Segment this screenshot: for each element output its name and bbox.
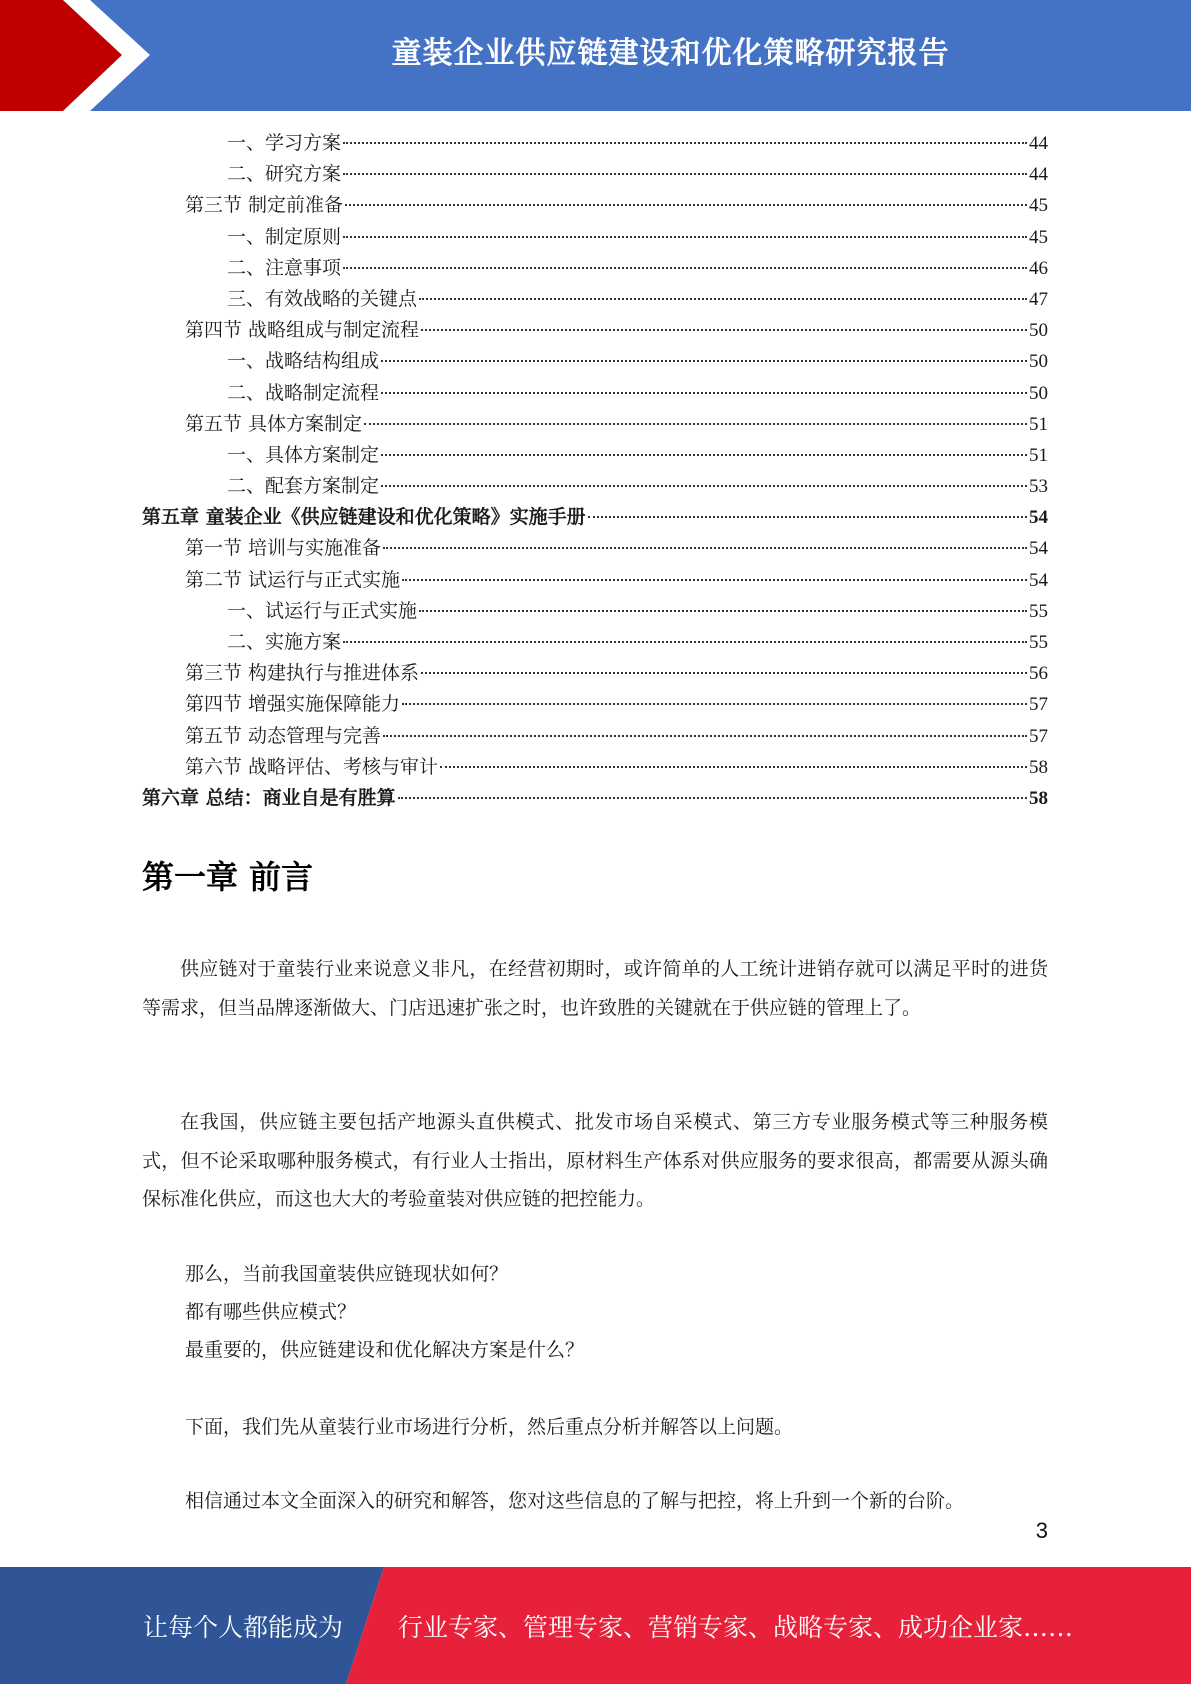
toc-dot-leader (343, 142, 1027, 144)
toc-entry-page: 50 (1029, 320, 1048, 342)
toc-entry-label: 第一节 培训与实施准备 (185, 537, 382, 560)
toc-entry-page: 50 (1029, 382, 1048, 404)
toc-entry-label: 一、战略结构组成 (227, 350, 380, 373)
toc-entry-page: 46 (1029, 257, 1048, 279)
toc-entry-label: 一、试运行与正式实施 (227, 599, 418, 622)
toc-entry[interactable] (142, 190, 1048, 221)
page-number: 3 (1035, 1518, 1048, 1543)
toc-entry-page: 54 (1029, 507, 1048, 529)
toc-entry-page: 58 (1029, 756, 1048, 778)
toc-entry-label: 一、制定原则 (227, 225, 342, 248)
toc-dot-leader (364, 423, 1027, 425)
toc-entry-label: 第五节 动态管理与完善 (185, 724, 382, 747)
toc-entry[interactable] (142, 284, 1048, 315)
toc-dot-leader (343, 173, 1027, 175)
toc-entry-label: 一、具体方案制定 (227, 443, 380, 466)
toc-entry[interactable] (142, 689, 1048, 720)
toc-dot-leader (588, 516, 1027, 518)
toc-entry-page: 58 (1029, 787, 1048, 809)
toc-entry-page: 47 (1029, 288, 1048, 310)
paragraph-1: 供应链对于童装行业来说意义非凡，在经营初期时，或许简单的人工统计进销存就可以满足平时的进货等需求，但当品牌逐渐做大、门店迅速扩张之时，也许致胜的关键就在于供应链的管理上了。 (142, 958, 1048, 1019)
toc-entry-label: 二、注意事项 (227, 256, 342, 279)
toc-entry-page: 50 (1029, 351, 1048, 373)
toc-entry-page: 57 (1029, 694, 1048, 716)
page-footer (0, 1567, 1191, 1684)
toc-dot-leader (419, 298, 1027, 300)
toc-entry-page: 51 (1029, 413, 1048, 435)
toc-entry-page: 53 (1029, 476, 1048, 498)
toc-entry-label: 第六章 总结：商业自是有胜算 (142, 786, 396, 809)
toc-dot-leader (440, 766, 1027, 768)
toc-dot-leader (345, 204, 1027, 206)
toc-dot-leader (402, 579, 1027, 581)
toc-entry[interactable] (142, 409, 1048, 440)
toc-entry[interactable] (142, 658, 1048, 689)
footer-slogan-left: 让每个人都能成为 (143, 1612, 344, 1642)
header-title: 童装企业供应链建设和优化策略研究报告 (391, 36, 950, 71)
toc-entry-label: 第六节 战略评估、考核与审计 (185, 755, 439, 778)
toc-dot-leader (343, 267, 1027, 269)
toc-entry[interactable] (142, 752, 1048, 783)
toc-entry[interactable] (142, 596, 1048, 627)
toc-entry[interactable] (142, 721, 1048, 752)
paragraph-3: 下面，我们先从童装行业市场进行分析，然后重点分析并解答以上问题。 (185, 1416, 794, 1438)
toc-entry[interactable] (142, 471, 1048, 502)
toc-entry[interactable] (142, 533, 1048, 564)
toc-entry-page: 44 (1029, 164, 1048, 186)
toc-dot-leader (402, 703, 1027, 705)
toc-entry-label: 第五章 童装企业《供应链建设和优化策略》实施手册 (142, 506, 586, 529)
toc-entry-page: 55 (1029, 632, 1048, 653)
toc-entry[interactable] (142, 565, 1048, 596)
toc-entry-label: 三、有效战略的关键点 (227, 287, 418, 310)
toc-entry-page: 45 (1029, 195, 1048, 217)
toc-entry[interactable] (142, 783, 1048, 814)
toc-entry-page: 54 (1029, 538, 1048, 560)
toc-entry-page: 56 (1029, 663, 1048, 685)
table-of-contents (142, 128, 1048, 814)
toc-entry-page: 55 (1029, 600, 1048, 622)
toc-entry-label: 二、研究方案 (227, 163, 342, 186)
toc-entry-page: 54 (1029, 569, 1048, 591)
toc-entry-label: 二、配套方案制定 (227, 475, 380, 498)
paragraph-2: 在我国，供应链主要包括产地源头直供模式、批发市场自采模式、第三方专业服务模式等三种服务模式，但不论采取哪种服务模式，有行业人士指出，原材料生产体系对供应服务的要求很高，都需要从源头确保标准化供应，而这也大大的考验童装对供应链的把控能力。 (142, 1111, 1048, 1210)
toc-dot-leader (421, 672, 1027, 674)
toc-entry-label: 二、实施方案 (227, 631, 342, 653)
toc-entry[interactable] (142, 440, 1048, 471)
page-header (0, 0, 1191, 111)
toc-dot-leader (383, 547, 1027, 549)
question-3: 最重要的，供应链建设和优化解决方案是什么？ (185, 1339, 585, 1361)
paragraph-4: 相信通过本文全面深入的研究和解答，您对这些信息的了解与把控，将上升到一个新的台阶。 (185, 1490, 965, 1512)
toc-dot-leader (343, 236, 1027, 238)
toc-entry[interactable] (142, 315, 1048, 346)
toc-entry[interactable] (142, 378, 1048, 409)
toc-entry-label: 第三节 构建执行与推进体系 (185, 662, 420, 685)
toc-entry[interactable] (142, 128, 1048, 159)
toc-dot-leader (383, 735, 1027, 737)
toc-dot-leader (381, 485, 1027, 487)
toc-entry[interactable] (142, 627, 1048, 658)
toc-entry-label: 第二节 试运行与正式实施 (185, 568, 401, 591)
question-2: 都有哪些供应模式？ (185, 1301, 357, 1323)
toc-entry-label: 第四节 战略组成与制定流程 (185, 319, 420, 342)
toc-entry-page: 57 (1029, 725, 1048, 747)
toc-entry[interactable] (142, 502, 1048, 533)
toc-dot-leader (419, 610, 1027, 612)
toc-entry[interactable] (142, 159, 1048, 190)
question-1: 那么，当前我国童装供应链现状如何？ (185, 1263, 509, 1285)
toc-entry-label: 二、战略制定流程 (227, 381, 380, 404)
toc-entry-page: 45 (1029, 226, 1048, 248)
toc-entry[interactable] (142, 346, 1048, 377)
toc-dot-leader (343, 641, 1027, 643)
toc-dot-leader (421, 329, 1027, 331)
toc-entry-label: 第五节 具体方案制定 (185, 412, 363, 435)
toc-dot-leader (381, 454, 1027, 456)
toc-entry-label: 第三节 制定前准备 (185, 194, 344, 217)
toc-dot-leader (398, 797, 1027, 799)
toc-dot-leader (381, 360, 1027, 362)
toc-entry-page: 44 (1029, 133, 1048, 154)
toc-entry[interactable] (142, 253, 1048, 284)
toc-entry-page: 51 (1029, 444, 1048, 466)
footer-slogan-right: 行业专家、管理专家、营销专家、战略专家、成功企业家…… (398, 1612, 1074, 1642)
toc-entry[interactable] (142, 222, 1048, 253)
toc-dot-leader (381, 392, 1027, 394)
toc-entry-label: 一、学习方案 (227, 132, 342, 154)
chapter-title: 第一章 前言 (142, 858, 314, 896)
toc-entry-label: 第四节 增强实施保障能力 (185, 693, 401, 716)
